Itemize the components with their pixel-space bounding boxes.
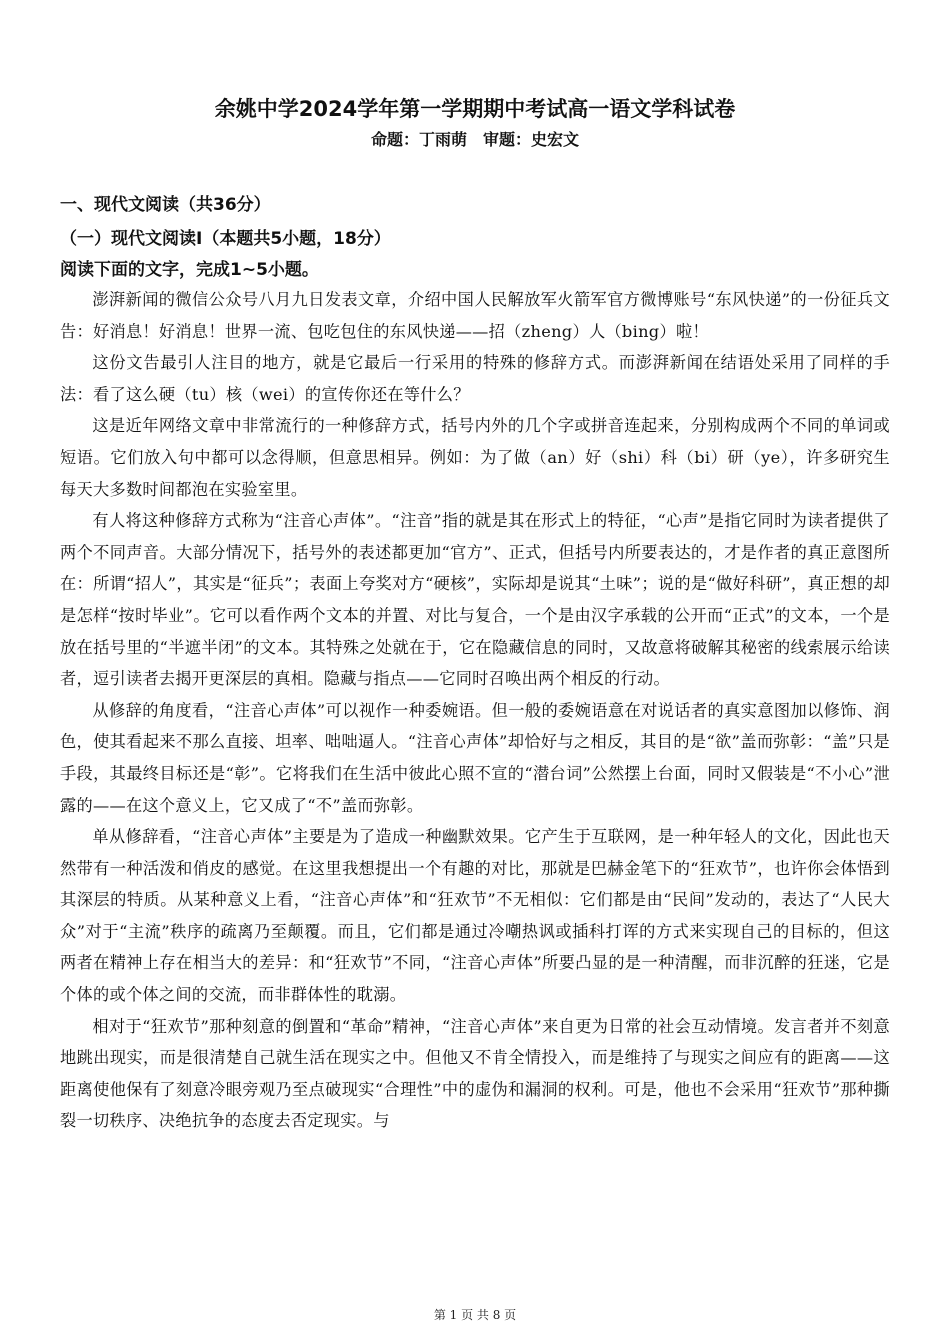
passage-paragraph-3: 这是近年网络文章中非常流行的一种修辞方式，括号内外的几个字或拼音连起来，分别构成两个不同的单词或短语。它们放入句中都可以念得顺，但意思相异。例如：为了做（an）好（shi）科（bi）研（ye），许多研究生每天大多数时间都泡在实验室里。 <box>60 416 890 499</box>
passage-paragraph-2: 这份文告最引人注目的地方，就是它最后一行采用的特殊的修辞方式。而澎湃新闻在结语处采用了同样的手法：看了这么硬（tu）核（wei）的宣传你还在等什么？ <box>60 353 890 404</box>
passage-paragraph-4: 有人将这种修辞方式称为“注音心声体”。“注音”指的就是其在形式上的特征，“心声”是指它同时为读者提供了两个不同声音。大部分情况下，括号外的表述都更加“官方”、正式，但括号内所要表达的，才是作者的真正意图所在：所谓“招人”，其实是“征兵”；表面上夸奖对方“硬核”，实际却是说其“土味”；说的是“做好科研”，真正想的却是怎样“按时毕业”。它可以看作两个文本的并置、对比与复合，一个是由汉字承载的公开而“正式”的文本，一个是放在括号里的“半遮半闭”的文本。其特殊之处就在于，它在隐藏信息的同时，又故意将破解其秘密的线索展示给读者，逗引读者去揭开更深层的真相。隐藏与指点——它同时召唤出两个相反的行动。 <box>60 511 890 689</box>
section-heading-part1: 一、现代文阅读（共36分） <box>60 195 271 215</box>
passage-paragraph-5: 从修辞的角度看，“注音心声体”可以视作一种委婉语。但一般的委婉语意在对说话者的真实意图加以修饰、润色，使其看起来不那么直接、坦率、咄咄逼人。“注音心声体”却恰好与之相反，其目的是“欲”盖而弥彰：“盖”只是手段，其最终目标还是“彰”。它将我们在生活中彼此心照不宣的“潜台词”公然摆上台面，同时又假装是“不小心”泄露的——在这个意义上，它又成了“不”盖而弥彰。 <box>60 700 890 815</box>
page-footer: 第 1 页 共 8 页 <box>433 1308 517 1322</box>
reading-instruction: 阅读下面的文字，完成1~5小题。 <box>60 260 319 280</box>
exam-authors: 命题：丁雨萌 审题：史宏文 <box>370 130 579 149</box>
passage-paragraph-7: 相对于“狂欢节”那种刻意的倒置和“革命”精神，“注音心声体”来自更为日常的社会互动情境。发言者并不刻意地跳出现实，而是很清楚自己就生活在现实之中。但他又不肯全情投入，而是维持了与现实之间应有的距离——这距离使他保有了刻意冷眼旁观乃至点破现实“合理性”中的虚伪和漏洞的权利。可是，他也不会采用“狂欢节”那种撕裂一切秩序、决绝抗争的态度去否定现实。与 <box>60 1016 890 1131</box>
exam-title: 余姚中学2024学年第一学期期中考试高一语文学科试卷 <box>214 97 736 121</box>
passage-paragraph-6: 单从修辞看，“注音心声体”主要是为了造成一种幽默效果。它产生于互联网，是一种年轻人的文化，因此也天然带有一种活泼和俏皮的感觉。在这里我想提出一个有趣的对比，那就是巴赫金笔下的“狂欢节”，也许你会体悟到其深层的特质。从某种意义上看，“注音心声体”和“狂欢节”不无相似：它们都是由“民间”发动的，表达了“人民大众”对于“主流”秩序的疏离乃至颠覆。而且，它们都是通过冷嘲热讽或插科打诨的方式来实现自己的目标的，但这两者在精神上存在相当大的差异：和“狂欢节”不同，“注音心声体”所要凸显的是一种清醒，而非沉醉的狂迷，它是个体的或个体之间的交流，而非群体性的耽溺。 <box>60 827 890 1005</box>
reading-passage <box>60 284 890 1137</box>
section-heading-reading1: （一）现代文阅读Ⅰ（本题共5小题，18分） <box>60 229 391 249</box>
passage-paragraph-1: 澎湃新闻的微信公众号八月九日发表文章，介绍中国人民解放军火箭军官方微博账号“东风快递”的一份征兵文告：好消息！好消息！世界一流、包吃包住的东风快递——招（zheng）人（bing）啦！ <box>60 290 890 341</box>
